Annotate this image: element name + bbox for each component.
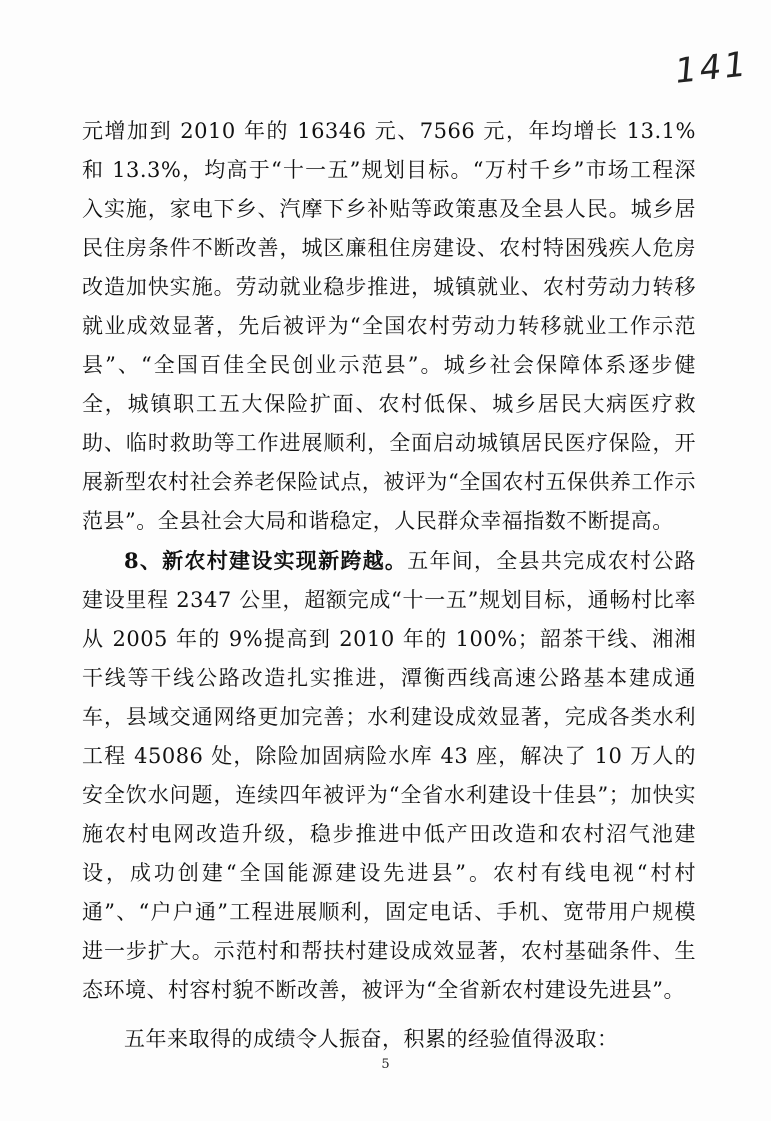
paragraph-new-rural-construction [82, 541, 696, 1010]
paragraph-living-standards: 元增加到 2010 年的 16346 元、7566 元，年均增长 13.1%和 13.3%，均高于“十一五”规划目标。“万村千乡”市场工程深入实施，家电下乡、汽摩下乡补贴等政策惠及全县人民。城乡居民住房条件不断改善，城区廉租住房建设、农村特困残疾人危房改造加快实施。劳动就业稳步推进，城镇就业、农村劳动力转移就业成效显著，先后被评为“全国农村劳动力转移就业工作示范县”、“全国百佳全民创业示范县”。城乡社会保障体系逐步健全，城镇职工五大保险扩面、农村低保、城乡居民大病医疗救助、临时救助等工作进展顺利，全面启动城镇居民医疗保险，开展新型农村社会养老保险试点，被评为“全国农村五保供养工作示范县”。全县社会大局和谐稳定，人民群众幸福指数不断提高。 [82, 119, 696, 533]
page-number: 5 [381, 1057, 390, 1072]
document-body [82, 112, 696, 1059]
paragraph-heading: 8、新农村建设实现新跨越。 [124, 548, 408, 573]
paragraph-body: 五年间，全县共完成农村公路建设里程 2347 公里，超额完成“十一五”规划目标，通畅村比率从 2005 年的 9%提高到 2010 年的 100%；韶茶干线、湘湘干线等干线公路改造扎实推进，潭衡西线高速公路基本建成通车，县域交通网络更加完善；水利建设成效显著，完成各类水利工程 45086 处，除险加固病险水库 43 座，解决了 10 万人的安全饮水问题，连续四年被评为“全省水利建设十佳县”；加快实施农村电网改造升级，稳步推进中低产田改造和农村沼气池建设，成功创建“全国能源建设先进县”。农村有线电视“村村通”、“户户通”工程进展顺利，固定电话、手机、宽带用户规模进一步扩大。示范村和帮扶村建设成效显著，农村基础条件、生态环境、村容村貌不断改善，被评为“全省新农村建设先进县”。 [82, 549, 696, 1002]
paragraph-summary: 五年来取得的成绩令人振奋，积累的经验值得汲取： [124, 1027, 619, 1051]
handwritten-page-annotation: 141 [673, 44, 751, 92]
